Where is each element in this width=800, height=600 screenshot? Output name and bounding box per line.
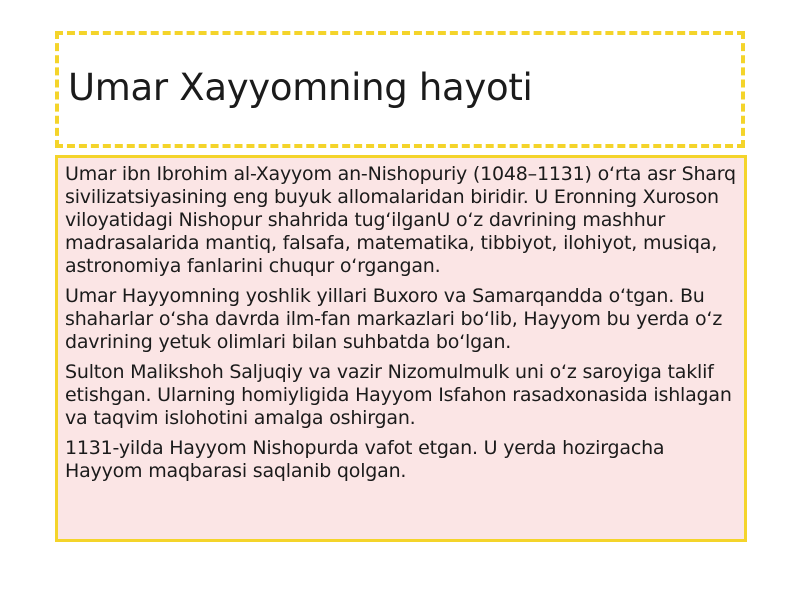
paragraph-biography: Umar ibn Ibrohim al-Xayyom an-Nishopuriy (1048–1131) oʻrta asr Sharq sivilizatsiyasining eng buyuk allomalaridan biridir. U Eronning Xuroson viloyatidagi Nishopur shahrida tugʻilganU oʻz davrining mashhur madrasalarida mantiq, falsafa, matematika, tibbiyot, ilohiyot, musiqa, astronomiya fanlarini chuqur oʻrgangan. <box>65 163 736 277</box>
paragraph-court: Sulton Malikshoh Saljuqiy va vazir Nizomulmulk uni oʻz saroyiga taklif etishgan. Ularning homiyligida Hayyom Isfahon rasadxonasida ishlagan va taqvim islohotini amalga oshirgan. <box>65 361 732 429</box>
slide-title: Umar Xayyomning hayoti <box>68 66 533 109</box>
title-placeholder <box>55 31 745 148</box>
paragraph-death: 1131-yilda Hayyom Nishopurda vafot etgan. U yerda hozirgacha Hayyom maqbarasi saqlanib qolgan. <box>65 437 665 482</box>
content-text <box>65 163 741 490</box>
paragraph-youth: Umar Hayyomning yoshlik yillari Buxoro va Samarqandda oʻtgan. Bu shaharlar oʻsha davrda ilm-fan markazlari boʻlib, Hayyom bu yerda oʻz davrining yetuk olimlari bilan suhbatda boʻlgan. <box>65 285 723 353</box>
content-placeholder <box>55 155 747 542</box>
